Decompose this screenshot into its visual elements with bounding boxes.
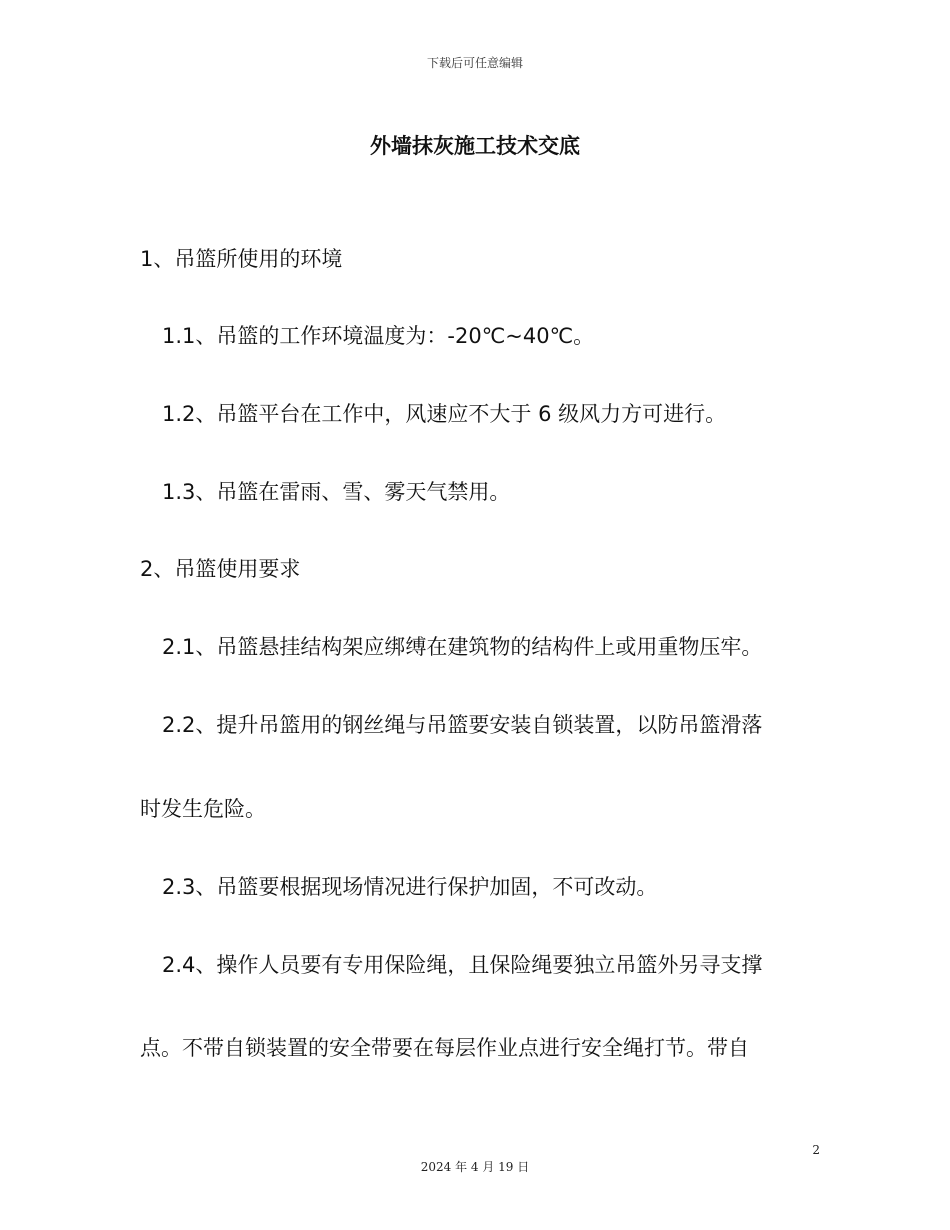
page-number: 2: [812, 1143, 820, 1157]
paragraph-2-2: 2.2、提升吊篮用的钢丝绳与吊篮要安装自锁装置，以防吊篮滑落: [162, 713, 763, 737]
paragraph-2-1: 2.1、吊篮悬挂结构架应绑缚在建筑物的结构件上或用重物压牢。: [162, 635, 763, 659]
paragraph-1-1: 1.1、吊篮的工作环境温度为：-20℃~40℃。: [162, 324, 595, 348]
page-footer-date: 2024 年 4 月 19 日: [420, 1160, 530, 1174]
document-title: 外墙抹灰施工技术交底: [370, 134, 580, 158]
paragraph-2-2-continued: 时发生危险。: [140, 797, 266, 821]
paragraph-2-4-continued: 点。不带自锁装置的安全带要在每层作业点进行安全绳打节。带自: [140, 1036, 749, 1060]
page-header-note: 下载后可任意编辑: [426, 56, 523, 70]
paragraph-1-2: 1.2、吊篮平台在工作中，风速应不大于 6 级风力方可进行。: [162, 402, 727, 426]
section-heading-2: 2、吊篮使用要求: [140, 557, 301, 581]
paragraph-2-4: 2.4、操作人员要有专用保险绳，且保险绳要独立吊篮外另寻支撑: [162, 953, 763, 977]
section-heading-1: 1、吊篮所使用的环境: [140, 247, 343, 271]
paragraph-2-3: 2.3、吊篮要根据现场情况进行保护加固，不可改动。: [162, 875, 658, 899]
paragraph-1-3: 1.3、吊篮在雷雨、雪、雾天气禁用。: [162, 480, 511, 504]
